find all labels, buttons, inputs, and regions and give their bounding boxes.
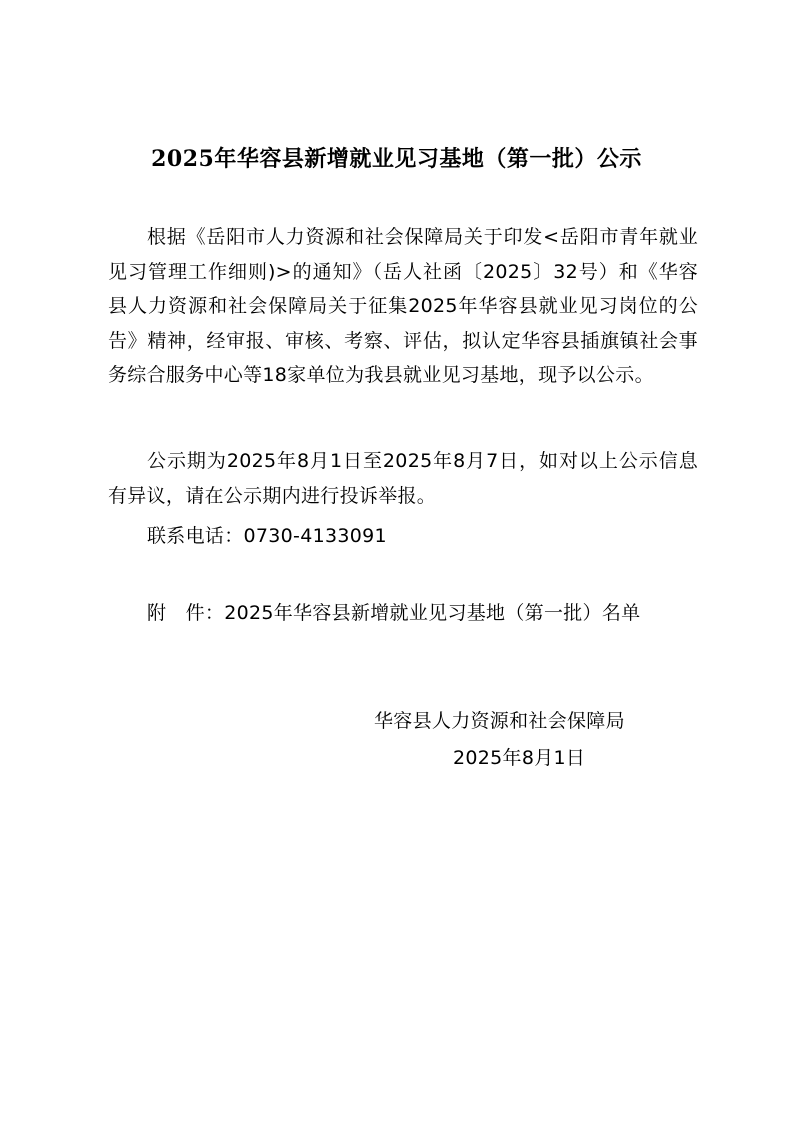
document-title: 2025年华容县新增就业见习基地（第一批）公示	[151, 146, 642, 172]
attachment-line: 附 件：2025年华容县新增就业见习基地（第一批）名单	[147, 602, 641, 624]
paragraph-publicity-period: 公示期为2025年8月1日至2025年8月7日，如对以上公示信息有异议，请在公示期内进行投诉举报。	[108, 450, 698, 507]
contact-phone: 联系电话：0730-4133091	[147, 525, 387, 547]
issuer-name: 华容县人力资源和社会保障局	[374, 710, 625, 732]
paragraph-basis: 根据《岳阳市人力资源和社会保障局关于印发<岳阳市青年就业见习管理工作细则)>的通知》（岳人社函〔2025〕32号）和《华容县人力资源和社会保障局关于征集2025年华容县就业见习岗位的公告》精神，经审报、审核、考察、评估，拟认定华容县插旗镇社会事务综合服务中心等18家单位为我县就业见习基地，现予以公示。	[108, 226, 698, 386]
issue-date: 2025年8月1日	[453, 747, 586, 769]
